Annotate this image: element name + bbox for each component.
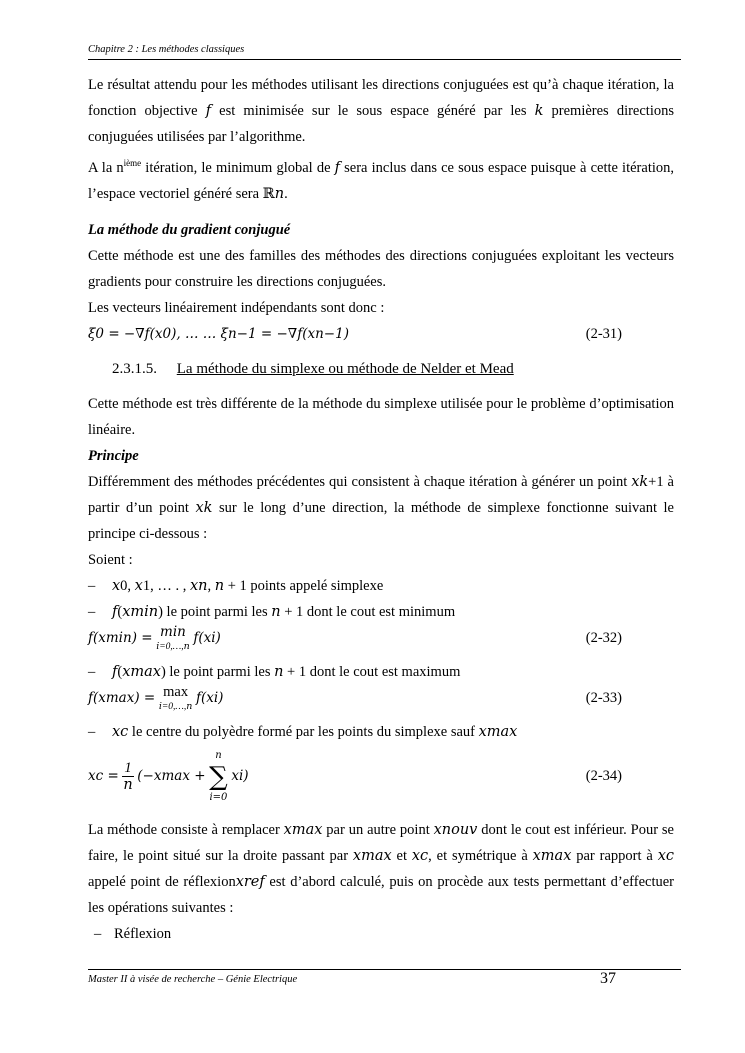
paragraph: Différemment des méthodes précédentes qui consistent à chaque itération à générer un point 𝑥𝑘+1 à partir d’un point 𝑥𝑘 sur le long d’une direction, la méthode de simplexe fonctionne suivant le principe ci-dessous : — [88, 473, 674, 542]
section-title: La méthode du simplexe ou méthode de Nelder et Mead — [176, 360, 514, 377]
list-item: – Réflexion — [94, 925, 172, 942]
list-item: – 𝑥0, 𝑥1, … . , 𝑥𝑛, 𝑛 + 1 points appelé simplexe — [88, 577, 384, 594]
paragraph: La méthode consiste à remplacer 𝑥𝑚𝑎𝑥 par un autre point 𝑥𝑛𝑜𝑢𝑣 dont le cout est inférieur. Pour se faire, le point situé sur la droite passant par 𝑥𝑚𝑎𝑥 et 𝑥𝑐, et symétrique à 𝑥𝑚𝑎𝑥 par rapport à 𝑥𝑐 appelé point de réflexion𝑥𝑟𝑒𝑓 est d’abord calculé, puis on procède aux tests permettant d’effectuer les opérations suivantes : — [88, 821, 674, 916]
equation-2-33: 𝑓(𝑥𝑚𝑎𝑥) = max 𝑖=0,…,𝑛 𝑓(𝑥𝑖) (2-33) — [88, 683, 622, 712]
list-item: – 𝑓(𝑥𝑚𝑖𝑛) le point parmi les 𝑛 + 1 dont le cout est minimum — [88, 603, 456, 620]
equation-number: (2-32) — [585, 629, 622, 646]
footer-divider — [88, 969, 681, 970]
header-divider — [88, 59, 681, 60]
paragraph: A la $n^{ième}$ itération, le minimum global de 𝑓 sera inclus dans ce sous espace puisque à cette itération, l’espace vectoriel généré sera ℝ𝑛. — [88, 158, 675, 202]
subheading: La méthode du gradient conjugué — [88, 221, 291, 238]
running-header: Chapitre 2 : Les méthodes classiques — [88, 44, 245, 55]
equation-2-31: 𝜉0 = −∇𝑓(𝑥0), … … 𝜉𝑛−1 = −∇𝑓(𝑥𝑛−1) (2-31) — [88, 321, 674, 347]
paragraph: Soient : — [88, 551, 133, 568]
subheading: Principe — [88, 447, 139, 464]
equation-number: (2-34) — [585, 767, 622, 784]
paragraph: Cette méthode est très différente de la méthode du simplexe utilisée pour le problème d’optimisation linéaire. — [88, 395, 674, 438]
section-heading — [112, 357, 674, 381]
section-number: 2.3.1.5. — [112, 360, 157, 377]
page-number: 37 — [600, 970, 616, 987]
paragraph: Les vecteurs linéairement indépendants sont donc : — [88, 299, 385, 316]
list-item: – 𝑓(𝑥𝑚𝑎𝑥) le point parmi les 𝑛 + 1 dont le cout est maximum — [88, 663, 461, 680]
page-body — [88, 72, 674, 947]
equation-2-34: 𝑥𝑐 = $\frac{1}{\text{𝑛}}$ (−𝑥𝑚𝑎𝑥 + 𝑛 ∑ 𝑖=0 𝑥𝑖) (2-34) — [88, 745, 674, 807]
paragraph: Le résultat attendu pour les méthodes utilisant les directions conjuguées est qu’à chaque itération, la fonction objective 𝑓 est minimisée sur le sous espace généré par les 𝑘 premières directions conjuguées utilisées par l’algorithme. — [88, 77, 674, 145]
list-item: – 𝑥𝑐 le centre du polyèdre formé par les points du simplexe sauf 𝑥𝑚𝑎𝑥 — [88, 723, 518, 740]
paragraph: Cette méthode est une des familles des méthodes des directions conjuguées exploitant les vecteurs gradients pour construire les directions conjuguées. — [88, 247, 674, 290]
equation-2-32: 𝑓(𝑥𝑚𝑖𝑛) = min 𝑖=0,…,𝑛 𝑓(𝑥𝑖) (2-32) — [88, 623, 622, 652]
running-footer: Master II à visée de recherche – Génie Electrique — [88, 974, 298, 985]
summation-symbol: 𝑛 ∑ 𝑖=0 — [209, 749, 228, 803]
equation-number: (2-33) — [585, 689, 622, 706]
equation-number: (2-31) — [585, 325, 622, 342]
